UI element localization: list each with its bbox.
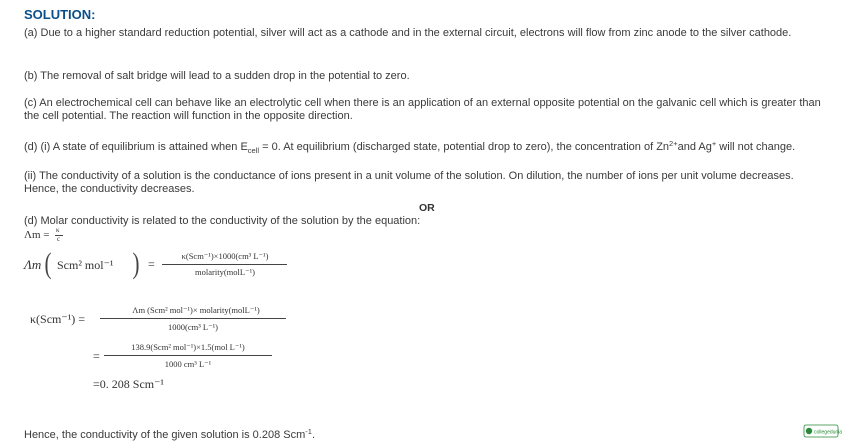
- eq0-numerator: κ: [56, 226, 60, 234]
- eq2-denominator: 1000(cm³ L⁻¹): [168, 322, 218, 332]
- eq2-lhs: κ(Scm⁻¹) =: [30, 312, 86, 326]
- eq0-lhs: Λm =: [24, 229, 50, 241]
- eq3-numerator: 138.9(Scm² mol⁻¹)×1.5(mol L⁻¹): [131, 342, 245, 352]
- svg-text:collegedunia: collegedunia: [814, 429, 843, 436]
- conclusion: Hence, the conductivity of the given solution is 0.208 Scm$^{-1}$.: [24, 427, 316, 441]
- collegedunia-logo: [804, 424, 843, 436]
- eq0-denominator: c: [57, 235, 61, 243]
- eq3-fraction-bar: [104, 355, 272, 356]
- answer-d-ii: (ii) The conductivity of a solution is the conductance of ions present in a unit volume of the solution. On dilution, the number of ions per unit volume decreases. Hence, the conductivity decreases.: [24, 170, 794, 195]
- solution-heading: SOLUTION:: [24, 7, 96, 22]
- answer-b: (b) The removal of salt bridge will lead to a sudden drop in the potential to zero.: [24, 70, 410, 82]
- answer-d-alt: (d) Molar conductivity is related to the conductivity of the solution by the equation:: [24, 215, 421, 227]
- eq4-result: =0. 208 Scm⁻¹: [93, 377, 165, 391]
- answer-c: (c) An electrochemical cell can behave like an electrolytic cell when there is an application of an external opposite potential on the galvanic cell which is greater than the cell potential. The reaction will function in the opposite direction.: [24, 97, 821, 122]
- eq2-fraction-bar: [100, 318, 286, 319]
- eq2-numerator: Λm (Scm² mol⁻¹)× molarity(molL⁻¹): [132, 305, 260, 315]
- eq1-numerator: κ(Scm⁻¹)×1000(cm³ L⁻¹): [181, 251, 269, 261]
- eq3-denominator: 1000 cm³ L⁻¹: [164, 359, 212, 369]
- eq1-lhs-symbol: Λm: [24, 257, 42, 272]
- eq1-fraction-bar: [162, 264, 287, 265]
- eq1-lhs-unit: Scm² mol⁻¹: [57, 258, 114, 272]
- answer-d-i: (d) (i) A state of equilibrium is attained when $E_{cell} = 0$. At equilibrium (discharged state, potential drop to zero), the concentration of $Zn^{2+}and$ Ag+ will not change.: [24, 139, 796, 155]
- eq1-denominator: molarity(molL⁻¹): [195, 267, 255, 277]
- eq1-left-paren: (: [44, 247, 52, 280]
- answer-a: (a) Due to a higher standard reduction potential, silver will act as a cathode and in the external circuit, electrons will flow from zinc anode to the silver cathode.: [24, 27, 792, 39]
- collegedunia-logo-icon: [804, 425, 843, 437]
- eq1-equals: =: [148, 257, 155, 271]
- eq1-right-paren: ): [132, 247, 140, 280]
- eq3-equals: =: [93, 349, 100, 363]
- or-separator: OR: [419, 202, 435, 214]
